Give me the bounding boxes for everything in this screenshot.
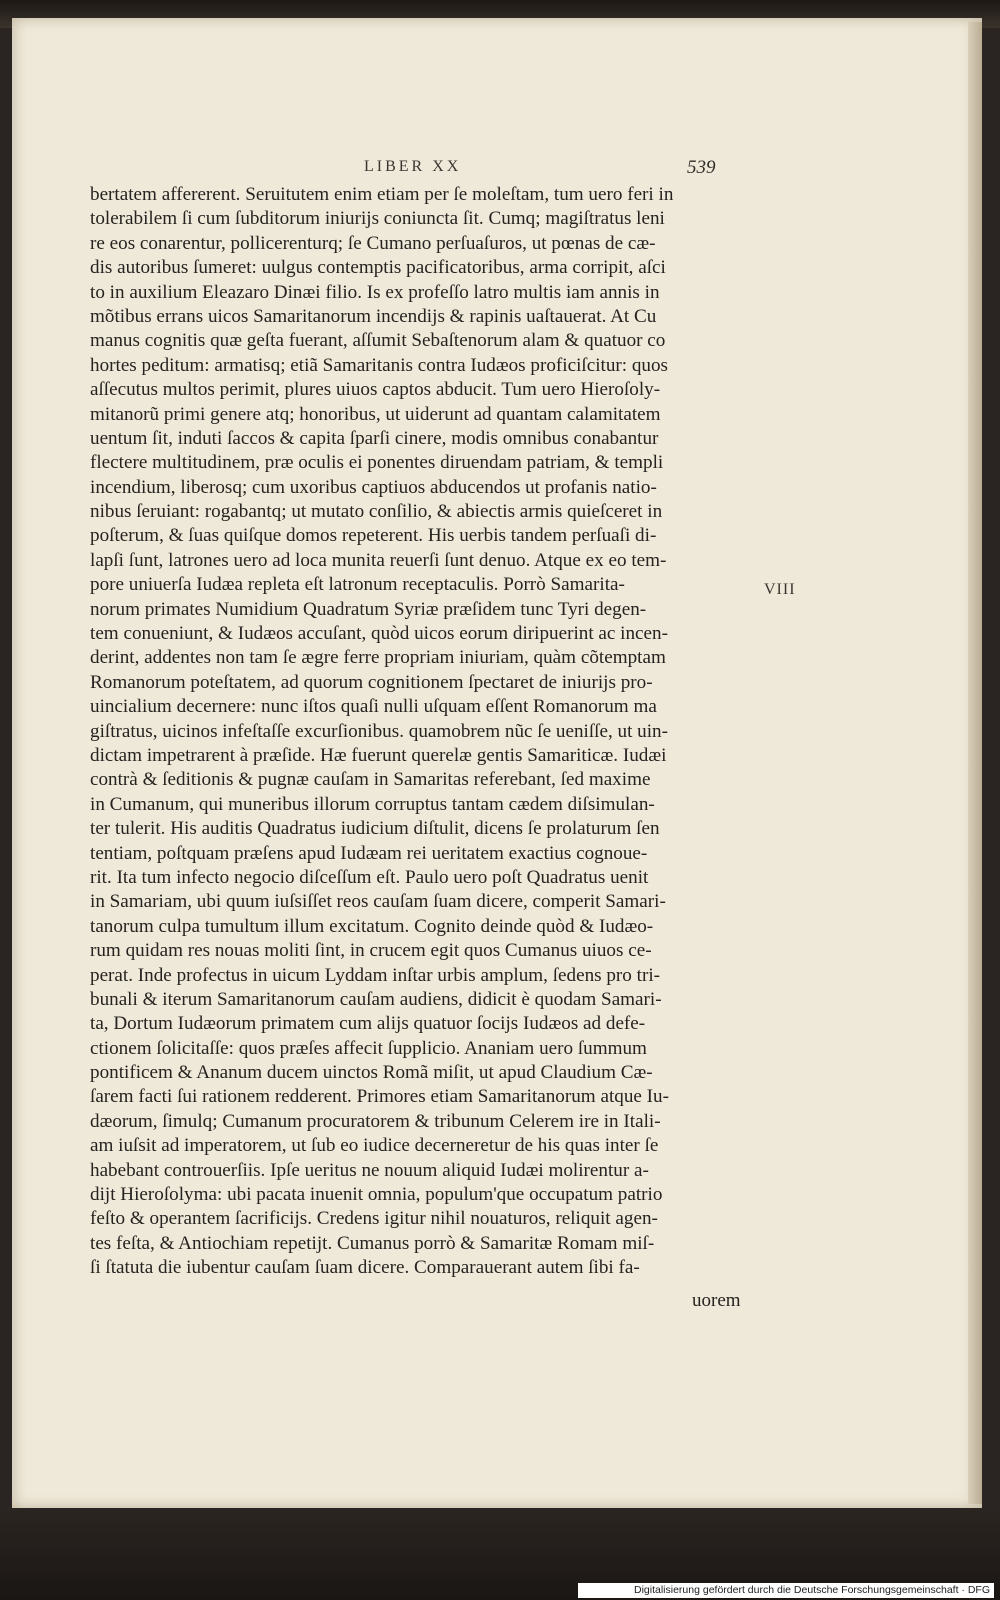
text-line: uincialium decernere: nunc iſtos quaſi nulli uſquam eſſent Romanorum ma: [90, 696, 657, 718]
text-line: uentum ſit, induti ſaccos & capita ſparſi cinere, modis omnibus conabantur: [90, 427, 659, 449]
text-line: bertatem affererent. Seruitutem enim etiam per ſe moleſtam, tum uero feri in: [90, 184, 674, 205]
text-line: incendium, liberosq; cum uxoribus captiuos abducendos ut profanis natio-: [90, 476, 657, 498]
text-line: tes feſta, & Antiochiam repetijt. Cumanus porrò & Samaritæ Romam miſ-: [90, 1232, 655, 1254]
text-line: rit. Ita tum infecto negocio diſceſſum eſt. Paulo uero poſt Quadratus uenit: [90, 866, 649, 888]
text-line: lapſi ſunt, latrones uero ad loca munita reuerſi ſunt denuo. Atque ex eo tem-: [90, 549, 667, 571]
body-text: [90, 183, 752, 1281]
text-line: mitanorũ primi genere atq; honoribus, ut uiderunt ad quantam calamitatem: [90, 403, 661, 425]
text-line: giſtratus, uicinos infeſtaſſe excurſionibus. quamobrem nũc ſe ueniſſe, ut uin-: [90, 720, 668, 742]
text-line: perat. Inde profectus in uicum Lyddam inſtar urbis amplum, ſedens pro tri-: [90, 964, 661, 986]
text-line: dæorum, ſimulq; Cumanum procuratorem & tribunum Celerem ire in Itali-: [90, 1110, 661, 1132]
digitization-credit: Digitalisierung gefördert durch die Deutsche Forschungsgemeinschaft · DFG: [578, 1583, 994, 1598]
text-line: aſſecutus multos perimit, plures uiuos captos abducit. Tum uero Hieroſoly-: [90, 379, 661, 401]
text-line: contrà & ſeditionis & pugnæ cauſam in Samaritas referebant, ſed maxime: [90, 769, 651, 791]
text-line: manus cognitis quæ geſta fuerant, aſſumit Sebaſtenorum alam & quatuor co: [90, 330, 666, 352]
text-line: dictam impetrarent à præſide. Hæ fuerunt querelæ gentis Samariticæ. Iudæi: [90, 744, 667, 766]
catchword: uorem: [692, 1290, 741, 1311]
text-line: tentiam, poſtquam præſens apud Iudæam rei ueritatem exactius cognoue-: [90, 842, 648, 864]
text-line: habebant controuerſiis. Ipſe ueritus ne nouum aliquid Iudæi molirentur a-: [90, 1159, 649, 1181]
text-line: ctionem ſolicitaſſe: quos præſes affecit ſupplicio. Ananiam uero ſummum: [90, 1037, 647, 1059]
text-line: bunali & iterum Samaritanorum cauſam audiens, didicit è quodam Samari-: [90, 988, 662, 1010]
text-line: tem conueniunt, & Iudæos accuſant, quòd uicos eorum diripuerint ac incen-: [90, 623, 668, 645]
page-number: 539: [687, 157, 716, 178]
text-line: flectere multitudinem, præ oculis ei ponentes diruendam patriam, & templi: [90, 452, 664, 474]
text-line: ſarem facti ſui rationem redderent. Primores etiam Samaritanorum atque Iu-: [90, 1086, 669, 1108]
text-line: mõtibus errans uicos Samaritanorum incendijs & rapinis uaſtauerat. At Cu: [90, 305, 657, 327]
text-line: in Cumanum, qui muneribus illorum corruptus tantam cædem diſsimulan-: [90, 793, 655, 815]
text-line: pontificem & Ananum ducem uinctos Romã miſit, ut apud Claudium Cæ-: [90, 1062, 653, 1084]
text-line: feſto & operantem ſacrificijs. Credens igitur nihil nouaturos, reliquit agen-: [90, 1208, 658, 1230]
text-line: dis autoribus ſumeret: uulgus contemptis pacificatoribus, arma corripit, aſci: [90, 257, 666, 279]
text-line: to in auxilium Eleazaro Dinæi filio. Is ex profeſſo latro multis iam annis in: [90, 281, 660, 303]
page-fore-edge: [968, 22, 982, 1504]
margin-section-number: VIII: [764, 581, 796, 598]
text-line: derint, addentes non tam ſe ægre ferre propriam iniuriam, quàm cõtemptam: [90, 647, 666, 669]
text-line: rum quidam res nouas moliti ſint, in crucem egit quos Cumanus uiuos ce-: [90, 940, 652, 962]
text-line: Romanorum poteſtatem, ad quorum cognitionem ſpectaret de iniurijs pro-: [90, 671, 653, 693]
text-line: pore uniuerſa Iudæa repleta eſt latronum receptaculis. Porrò Samarita-: [90, 574, 625, 596]
running-head: LIBER XX: [364, 158, 462, 175]
text-line: hortes peditum: armatisq; etiã Samaritanis contra Iudæos proficiſcitur: quos: [90, 354, 669, 376]
text-line: tolerabilem ſi cum ſubditorum iniurijs coniuncta ſit. Cumq; magiſtratus leni: [90, 208, 665, 230]
text-line: am iuſsit ad imperatorem, ut ſub eo iudice decerneretur de his quas inter ſe: [90, 1135, 659, 1157]
text-line: norum primates Numidium Quadratum Syriæ præſidem tunc Tyri degen-: [90, 598, 647, 620]
text-line: re eos conarentur, pollicerenturq; ſe Cumano perſuaſuros, ut pœnas de cæ-: [90, 232, 656, 254]
text-line: in Samariam, ubi quum iuſsiſſet reos cauſam ſuam dicere, comperit Samari-: [90, 891, 666, 913]
text-line: poſterum, & ſuas quiſque domos repeterent. His uerbis tandem perſuaſi di-: [90, 525, 657, 547]
text-line: ter tulerit. His auditis Quadratus iudicium diſtulit, dicens ſe prolaturum ſen: [90, 818, 660, 840]
text-line: ſi ſtatuta die iubentur cauſam ſuam dicere. Comparauerant autem ſibi fa-: [90, 1257, 640, 1279]
text-line: ta, Dortum Iudæorum primatem cum alijs quatuor ſocijs Iudæos ad defe-: [90, 1013, 646, 1035]
text-line: tanorum culpa tumultum illum excitatum. Cognito deinde quòd & Iudæo-: [90, 915, 654, 937]
text-line: nibus ſeruiant: rogabantq; ut mutato conſilio, & abiectis armis quieſceret in: [90, 501, 663, 523]
text-line: dijt Hieroſolyma: ubi pacata inuenit omnia, populum'que occupatum patrio: [90, 1184, 663, 1206]
